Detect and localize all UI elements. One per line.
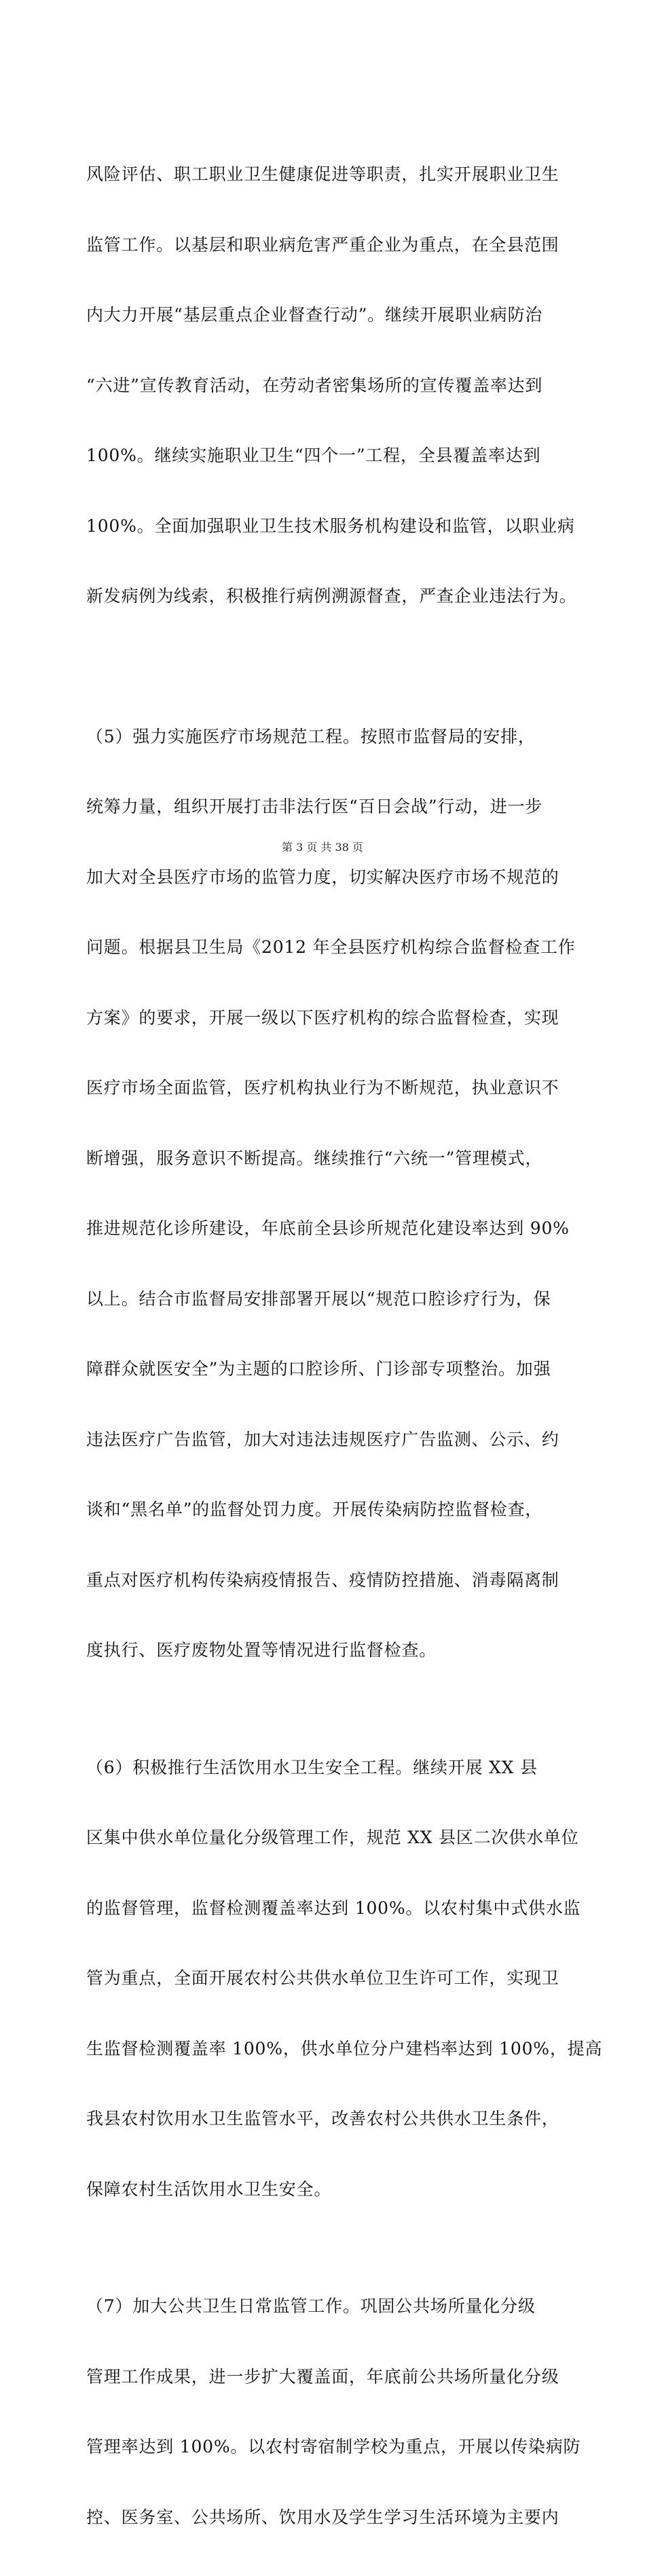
paragraph-public-health xyxy=(86,2248,581,2576)
page-number-footer: 第 3 页 共 38 页 xyxy=(282,841,363,854)
text-line: 加大对全县医疗市场的监管力度，切实解决医疗市场不规范的 xyxy=(86,867,559,887)
text-line: 管理率达到 100%。以农村寄宿制学校为重点，开展以传染病防 xyxy=(86,2437,581,2456)
text-line: 监管工作。以基层和职业病危害严重企业为重点，在全县范围 xyxy=(86,234,559,255)
text-line: 管为重点，全面开展农村公共供水单位卫生许可工作，实现卫 xyxy=(86,1968,559,1988)
text-line: “六进”宣传教育活动，在劳动者密集场所的宣传覆盖率达到 xyxy=(86,375,543,395)
paragraph-occupational-health xyxy=(86,116,577,655)
text-line: 内大力开展“基层重点企业督查行动”。继续开展职业病防治 xyxy=(86,305,543,325)
paragraph-spacer xyxy=(86,655,566,678)
text-line: 违法医疗广告监管，加大对违法违规医疗广告监测、公示、约 xyxy=(86,1429,559,1449)
text-line: 度执行、医疗废物处置等情况进行监督检查。 xyxy=(86,1640,437,1660)
document-body xyxy=(86,116,603,2576)
text-line: 重点对医疗机构传染病疫情报告、疫情防控措施、消毒隔离制 xyxy=(86,1570,559,1590)
text-line: 的监督管理，监督检测覆盖率达到 100%。以农村集中式供水监 xyxy=(86,1898,581,1918)
text-line: 区集中供水单位量化分级管理工作，规范 XX 县区二次供水单位 xyxy=(86,1828,579,1847)
text-line: 医疗市场全面监管，医疗机构执业行为不断规范，执业意识不 xyxy=(86,1078,559,1097)
text-line: 以上。结合市监督局安排部署开展以“规范口腔诊疗行为，保 xyxy=(86,1288,551,1309)
text-line: （5）强力实施医疗市场规范工程。按照市监督局的安排， xyxy=(86,726,536,746)
text-line: 100%。全面加强职业卫生技术服务机构建设和监管，以职业病 xyxy=(86,515,575,536)
paragraph-drinking-water xyxy=(86,1709,603,2249)
text-line: 风险评估、职工职业卫生健康促进等职责，扎实开展职业卫生 xyxy=(86,164,559,184)
text-line: 我县农村饮用水卫生监管水平，改善农村公共供水卫生条件， xyxy=(86,2109,559,2128)
text-line: 断增强，服务意识不断提高。继续推行“六统一”管理模式， xyxy=(86,1148,543,1168)
text-line: 障群众就医安全”为主题的口腔诊所、门诊部专项整治。加强 xyxy=(86,1359,551,1379)
text-line: （6）积极推行生活饮用水卫生安全工程。继续开展 XX 县 xyxy=(86,1757,538,1777)
text-line: 问题。根据县卫生局《2012 年全县医疗机构综合监督检查工作 xyxy=(86,937,576,957)
text-line: 控、医务室、公共场所、饮用水及学生学习生活环境为主要内 xyxy=(86,2507,559,2527)
text-line: 100%。继续实施职业卫生“四个一”工程，全县覆盖率达到 xyxy=(86,446,541,465)
text-line: 推进规范化诊所建设，年底前全县诊所规范化建设率达到 90% xyxy=(86,1218,570,1238)
text-line: 管理工作成果，进一步扩大覆盖面，年底前公共场所量化分级 xyxy=(86,2366,559,2387)
text-line: 谈和“黑名单”的监督处罚力度。开展传染病防控监督检查， xyxy=(86,1500,543,1519)
text-line: （7）加大公共卫生日常监管工作。巩固公共场所量化分级 xyxy=(86,2296,536,2316)
text-line: 保障农村生活饮用水卫生安全。 xyxy=(86,2179,332,2199)
text-line: 统筹力量，组织开展打击非法行医“百日会战”行动，进一步 xyxy=(86,797,543,816)
text-line: 生监督检测覆盖率 100%，供水单位分户建档率达到 100%，提高 xyxy=(86,2038,603,2058)
text-line: 新发病例为线索，积极推行病例溯源督查，严查企业违法行为。 xyxy=(86,586,577,606)
text-line: 方案》的要求，开展一级以下医疗机构的综合监督检查，实现 xyxy=(86,1007,559,1028)
paragraph-medical-market xyxy=(86,678,576,1709)
